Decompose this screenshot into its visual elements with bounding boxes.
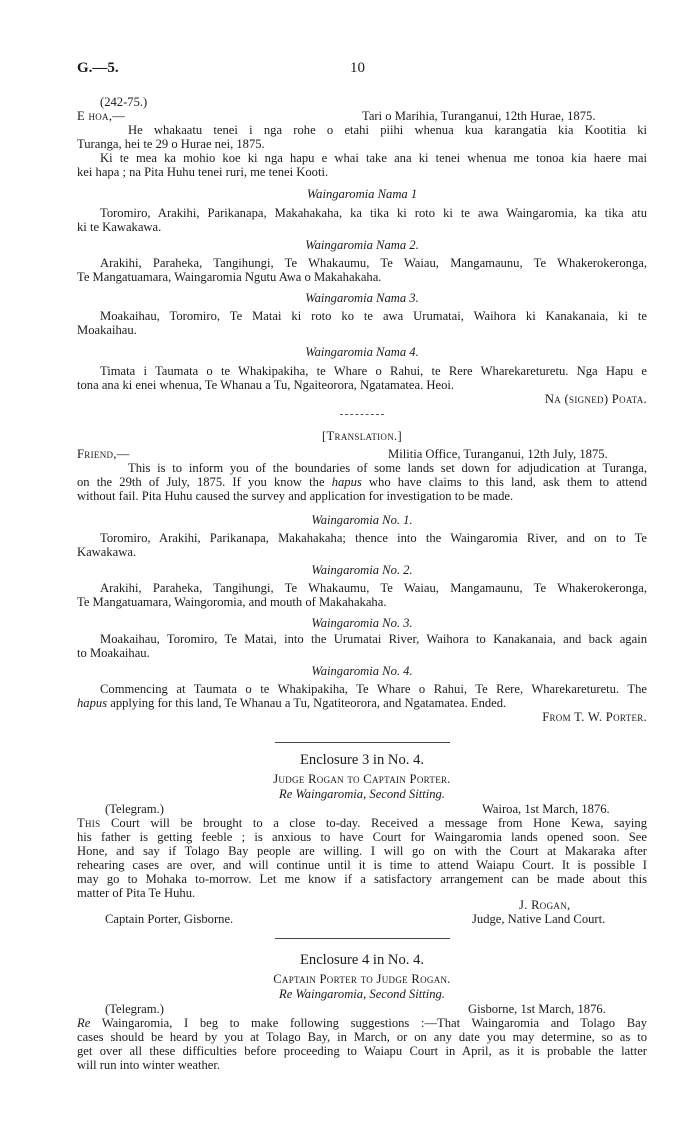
telegram-body-line: may go to Mohaka to-morrow. Let me know if a satisfactory arrangement can be made about this: [77, 872, 647, 886]
section-heading: Waingaromia Nama 3.: [305, 291, 419, 305]
telegram-body-line: will run into winter weather.: [77, 1058, 221, 1072]
translation-salutation: Friend,—: [77, 447, 130, 461]
separator-rule: [340, 414, 384, 415]
section-heading: Waingaromia No. 3.: [311, 616, 413, 630]
translation-paragraph-line: This is to inform you of the boundaries of some lands set down for adjudication at Turanga,: [128, 461, 647, 475]
telegram-body-line: This Court will be brought to a close to-day. Received a message from Hone Kewa, saying: [77, 816, 647, 830]
letter-paragraph-line: kei hapa ; na Pita Huhu tenei ruri, me tenei Kooti.: [77, 165, 329, 179]
signature-name: J. Rogan,: [519, 898, 571, 912]
section-heading: Waingaromia No. 2.: [311, 563, 413, 577]
letter-salutation: E hoa,—: [77, 109, 126, 123]
enclosure-re-line: Re Waingaromia, Second Sitting.: [279, 787, 445, 801]
telegram-place-date: Gisborne, 1st March, 1876.: [468, 1002, 606, 1016]
section-line: Arakihi, Paraheka, Tangihungi, Te Whakaumu, Te Waiau, Mangamaunu, Te Whakerokeronga,: [100, 581, 647, 595]
telegram-body-line: his father is getting feeble ; is anxious to have Court for Waingaromia lands opened soon. See: [77, 830, 647, 844]
letter-paragraph-line: Turanga, hei te 29 o Hurae nei, 1875.: [77, 137, 265, 151]
letter-reference: (242-75.): [100, 95, 148, 109]
enclosure-subtitle: Judge Rogan to Captain Porter.: [273, 772, 451, 786]
section-line: tona ana ki enei whenua, Te Whanau a Tu, Ngaiteorora, Ngatamatea. Heoi.: [77, 378, 455, 392]
section-heading: Waingaromia Nama 2.: [305, 238, 419, 252]
translation-heading: [Translation.]: [322, 429, 402, 443]
telegram-label: (Telegram.): [105, 802, 164, 816]
section-line: Te Mangatuamara, Waingaromia Ngutu Awa o Makahakaha.: [77, 270, 382, 284]
section-line: to Moakaihau.: [77, 646, 150, 660]
translation-paragraph-line: without fail. Pita Huhu caused the survey and application for investigation to be made.: [77, 489, 514, 503]
telegram-body-line: Re Waingaromia, I beg to make following suggestions :—That Waingaromia and Tolago Bay: [77, 1016, 647, 1030]
telegram-place-date: Wairoa, 1st March, 1876.: [482, 802, 610, 816]
telegram-label: (Telegram.): [105, 1002, 164, 1016]
section-line: Arakihi, Paraheka, Tangihungi, Te Whakaumu, Te Waiau, Mangamaunu, Te Whakerokeronga,: [100, 256, 647, 270]
signature-title: Judge, Native Land Court.: [472, 912, 606, 926]
section-line: Toromiro, Arakihi, Parikanapa, Makahakaha, ka tika ki roto ki te awa Waingaromia, ka tika atu: [100, 206, 647, 220]
telegram-body-line: rehearing cases are over, and will continue until it is time to attend Waiapu Court. It is possible I: [77, 858, 647, 872]
separator-rule: [275, 742, 450, 743]
letter-paragraph-line: Ki te mea ka mohio koe ki nga hapu e whai take ana ki tenei whenua me tonoa kia haere mai: [100, 151, 647, 165]
section-heading: Waingaromia No. 4.: [311, 664, 413, 678]
section-heading: Waingaromia Nama 4.: [305, 345, 419, 359]
telegram-body-line: Hone, and say if Tolago Bay people are willing. I will go on with the Court at Makaraka after: [77, 844, 647, 858]
section-line: hapus applying for this land, Te Whanau a Tu, Ngatiteorora, and Ngatamatea. Ended.: [77, 696, 507, 710]
translation-paragraph-line: on the 29th of July, 1875. If you know the hapus who have claims to this land, ask them to attend: [77, 475, 647, 489]
section-line: ki te Kawakawa.: [77, 220, 162, 234]
translation-address-date: Militia Office, Turanganui, 12th July, 1875.: [388, 447, 608, 461]
separator-rule: [275, 938, 450, 939]
enclosure-title: Enclosure 4 in No. 4.: [299, 952, 425, 968]
section-line: Timata i Taumata o te Whakipakiha, te Whare o Rahui, te Rere Wharekareturetu. Nga Hapu e: [100, 364, 647, 378]
section-heading: Waingaromia Nama 1: [306, 187, 418, 201]
telegram-body-line: matter of Pita Te Huhu.: [77, 886, 196, 900]
translation-signature: From T. W. Porter.: [542, 710, 647, 724]
page-number: 10: [350, 60, 365, 76]
section-line: Moakaihau, Toromiro, Te Matai, into the Urumatai River, Waihora to Kanakanaia, and back again: [100, 632, 647, 646]
telegram-body-line: get over all these difficulties before proceeding to Waiapu Court in April, as it is probable the latter: [77, 1044, 647, 1058]
letter-address-date: Tari o Marihia, Turanganui, 12th Hurae, 1875.: [362, 109, 596, 123]
section-heading: Waingaromia No. 1.: [311, 513, 413, 527]
enclosure-title: Enclosure 3 in No. 4.: [299, 752, 425, 768]
document-code: G.—5.: [77, 60, 119, 76]
enclosure-re-line: Re Waingaromia, Second Sitting.: [279, 987, 445, 1001]
section-line: Commencing at Taumata o te Whakipakiha, Te Whare o Rahui, Te Rere, Wharekareturetu. The: [100, 682, 647, 696]
section-line: Moakaihau.: [77, 323, 137, 337]
section-line: Moakaihau, Toromiro, Te Matai ki roto ko te awa Urumatai, Waihora ki Kanakanaia, ki te: [100, 309, 647, 323]
telegram-addressee: Captain Porter, Gisborne.: [105, 912, 234, 926]
enclosure-subtitle: Captain Porter to Judge Rogan.: [273, 972, 451, 986]
section-line: Te Mangatuamara, Waingoromia, and mouth of Makahakaha.: [77, 595, 387, 609]
letter-paragraph-line: He whakaatu tenei i nga rohe o etahi piihi whenua kua karangatia kia Kootitia ki: [128, 123, 647, 137]
telegram-body-line: cases should be heard by you at Tolago Bay, in March, or on any date you may determine, so as to: [77, 1030, 647, 1044]
letter-signature: Na (signed) Poata.: [544, 392, 647, 406]
section-line: Kawakawa.: [77, 545, 137, 559]
section-line: Toromiro, Arakihi, Parikanapa, Makahakaha; thence into the Waingaromia River, and on to Te: [100, 531, 647, 545]
